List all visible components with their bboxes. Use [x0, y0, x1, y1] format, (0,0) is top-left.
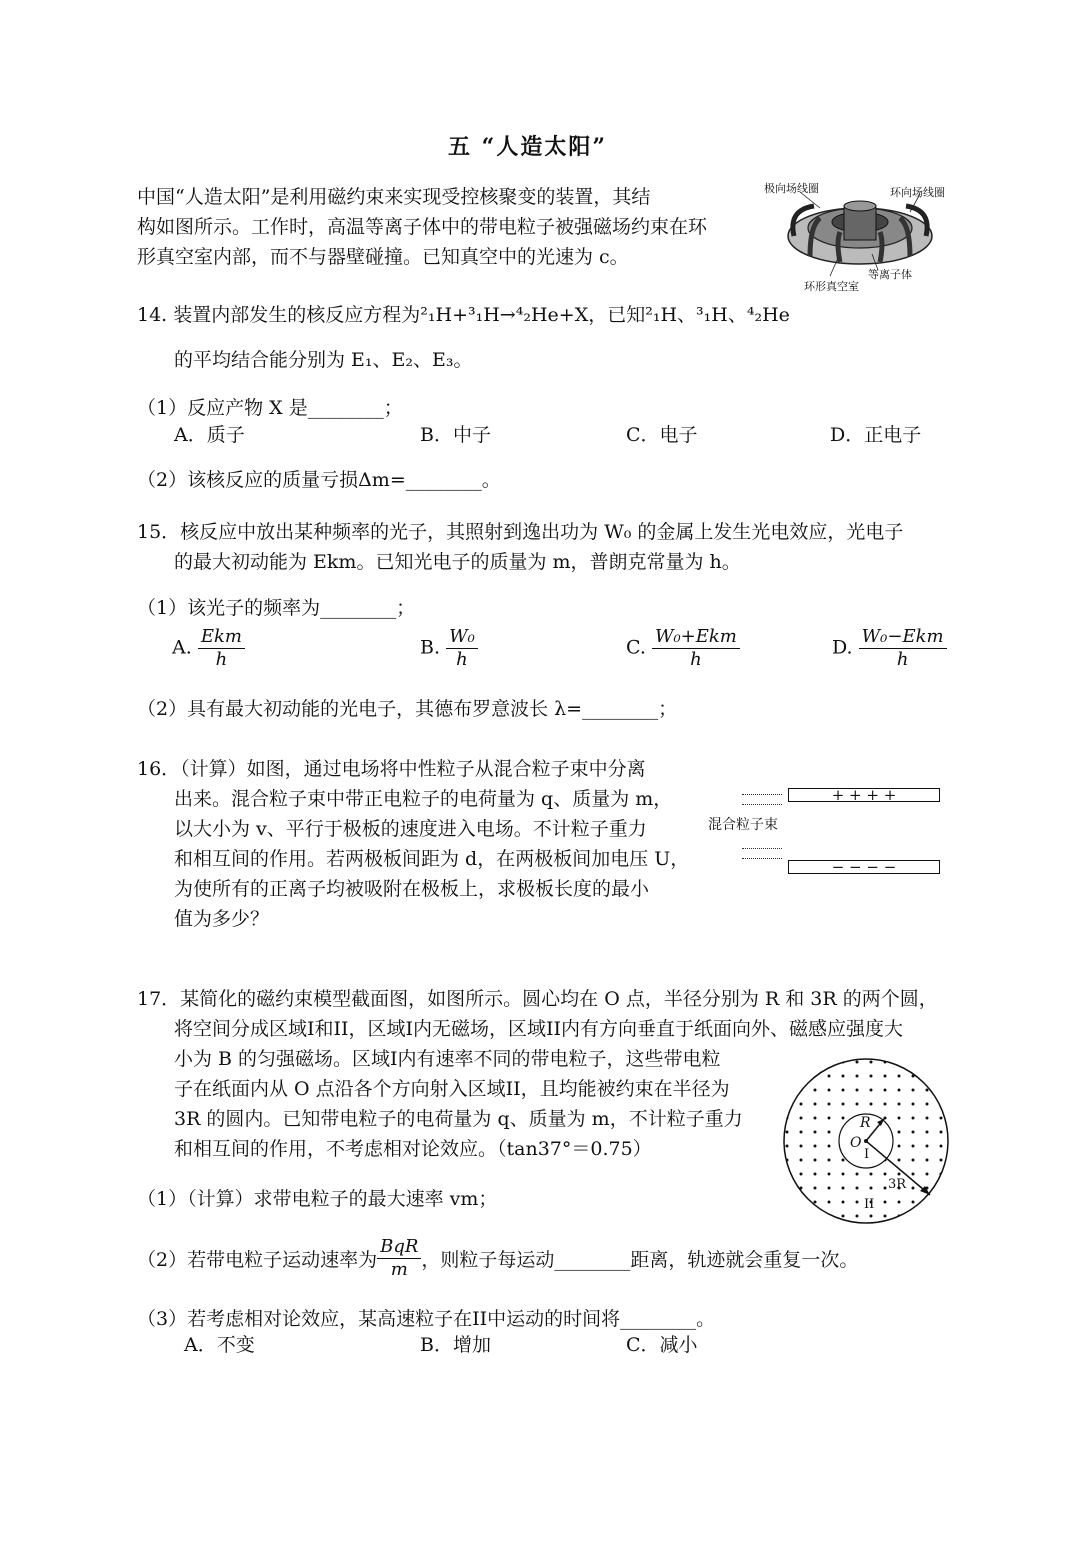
- q17-option-c[interactable]: C．减小: [626, 1334, 698, 1356]
- q17-part-2-a: （2）若带电粒子运动速率为: [137, 1249, 378, 1271]
- q14-part-2: （2）该核反应的质量亏损Δm=________。: [137, 469, 501, 491]
- q15-option-c-label: C.: [626, 636, 646, 659]
- q17-line-5: 3R 的圆内。已知带电粒子的电荷量为 q、质量为 m，不计粒子重力: [174, 1108, 743, 1130]
- q17-part-1: （1）（计算）求带电粒子的最大速率 vm；: [137, 1188, 498, 1210]
- q17-part-3: （3）若考虑相对论效应，某高速粒子在II中运动的时间将________。: [137, 1308, 716, 1330]
- q15-option-b-label: B.: [420, 636, 441, 659]
- q14-stem-a: 装置内部发生的核反应方程为: [173, 304, 421, 326]
- positive-plate: [788, 788, 940, 802]
- q14-option-b[interactable]: B．中子: [420, 424, 491, 446]
- label-3R: 3R: [888, 1177, 907, 1192]
- label-O: O: [850, 1135, 862, 1151]
- label-vacuum-chamber: 环形真空室: [804, 280, 859, 293]
- intro-line-3: 形真空室内部，而不与器壁碰撞。已知真空中的光速为 c。: [137, 246, 629, 268]
- q15-option-b-num: W₀: [446, 626, 478, 649]
- q17-part-2: [137, 1236, 858, 1281]
- q17-line-3: 小为 B 的匀强磁场。区域I内有速率不同的带电粒子，这些带电粒: [174, 1048, 721, 1070]
- label-toroidal-coil: 环向场线圈: [890, 186, 945, 199]
- q16-line-2: 出来。混合粒子束中带正电粒子的电荷量为 q、质量为 m，: [174, 788, 673, 810]
- beam-line: [742, 858, 782, 859]
- q15-line-2: 的最大初动能为 Ekm。已知光电子的质量为 m，普朗克常量为 h。: [174, 551, 741, 573]
- q15-option-d-den: h: [896, 649, 909, 670]
- q15-option-d[interactable]: [832, 626, 947, 671]
- q15-option-b[interactable]: [420, 626, 478, 671]
- tokamak-figure: [760, 178, 960, 293]
- minus-signs: − − − −: [831, 858, 897, 876]
- q15-line-1: 15．核反应中放出某种频率的光子，其照射到逸出功为 W₀ 的金属上发生光电效应，光电子: [137, 521, 904, 543]
- q14-number: 14.: [137, 304, 168, 326]
- q17-line-1: 17．某简化的磁约束模型截面图，如图所示。圆心均在 O 点，半径分别为 R 和 3R 的两个圆，: [137, 988, 938, 1010]
- q14-option-d[interactable]: D．正电子: [830, 424, 922, 446]
- beam-line: [742, 848, 782, 849]
- plus-signs: + + + +: [831, 786, 897, 804]
- section-title: 五 “人造太阳”: [448, 134, 607, 160]
- q15-part-2: （2）具有最大初动能的光电子，其德布罗意波长 λ=________；: [137, 698, 678, 720]
- label-poloidal-coil: 极向场线圈: [764, 182, 819, 195]
- q16-line-4: 和相互间的作用。若两极板间距为 d，在两极板间加电压 U，: [174, 848, 690, 870]
- q16-line-3: 以大小为 v、平行于极板的速度进入电场。不计粒子重力: [174, 818, 647, 840]
- mixed-beam-label: 混合粒子束: [708, 817, 778, 833]
- q14-stem-b: ，已知: [588, 304, 646, 326]
- negative-plate: [788, 860, 940, 874]
- q14-option-c[interactable]: C．电子: [626, 424, 698, 446]
- q15-option-b-den: h: [456, 649, 468, 670]
- q17-line-2: 将空间分成区域I和II，区域I内无磁场，区域II内有方向垂直于纸面向外、磁感应强度大: [174, 1018, 904, 1040]
- q17-figure: [780, 1055, 954, 1229]
- q15-option-a[interactable]: [172, 626, 245, 671]
- q15-option-d-num: W₀−Ekm: [859, 626, 947, 649]
- q14-reaction: ²₁H+³₁H→⁴₂He+X: [420, 304, 589, 326]
- label-region-I: I: [864, 1147, 870, 1162]
- q14-stem: [137, 300, 790, 330]
- q15-option-d-label: D.: [832, 636, 853, 659]
- q14-part-1: （1）反应产物 X 是________；: [137, 397, 403, 419]
- q15-option-a-label: A.: [172, 636, 192, 659]
- q16-figure: [706, 782, 946, 882]
- q16-line-1: 16．（计算）如图，通过电场将中性粒子从混合粒子束中分离: [137, 758, 646, 780]
- q15-option-a-num: Ekm: [198, 626, 245, 649]
- label-R: R: [860, 1115, 871, 1131]
- beam-line: [742, 794, 782, 795]
- q16-line-6: 值为多少？: [174, 908, 270, 930]
- q17-line-4: 子在纸面内从 O 点沿各个方向射入区域II，且均能被约束在半径为: [174, 1078, 730, 1100]
- q14-option-a[interactable]: A．质子: [174, 424, 245, 446]
- q15-option-c-num: W₀+Ekm: [652, 626, 740, 649]
- q17-p2-num: BqR: [377, 1236, 421, 1259]
- q17-part-2-b: ，则粒子每运动________距离，轨迹就会重复一次。: [421, 1249, 859, 1271]
- label-plasma: 等离子体: [868, 268, 912, 281]
- q17-p2-den: m: [390, 1259, 408, 1280]
- q14-nuclides: ²₁H、³₁H、⁴₂He: [645, 304, 790, 326]
- q17-option-b[interactable]: B．增加: [420, 1334, 491, 1356]
- q17-option-a[interactable]: A．不变: [184, 1334, 255, 1356]
- intro-line-2: 构如图所示。工作时，高温等离子体中的带电粒子被强磁场约束在环: [137, 216, 708, 238]
- q15-part-1: （1）该光子的频率为________；: [137, 597, 416, 619]
- q15-option-a-den: h: [215, 649, 228, 670]
- intro-line-1: 中国“人造太阳”是利用磁约束来实现受控核聚变的装置，其结: [137, 186, 651, 208]
- q14-line-2: 的平均结合能分别为 E₁、E₂、E₃。: [174, 349, 473, 371]
- q16-line-5: 为使所有的正离子均被吸附在极板上，求极板长度的最小: [174, 878, 650, 900]
- q17-line-6: 和相互间的作用，不考虑相对论效应。（tan37°＝0.75）: [174, 1138, 652, 1160]
- beam-line: [742, 804, 782, 805]
- label-region-II: II: [864, 1197, 875, 1212]
- q15-option-c[interactable]: [626, 626, 740, 671]
- q15-option-c-den: h: [690, 649, 702, 670]
